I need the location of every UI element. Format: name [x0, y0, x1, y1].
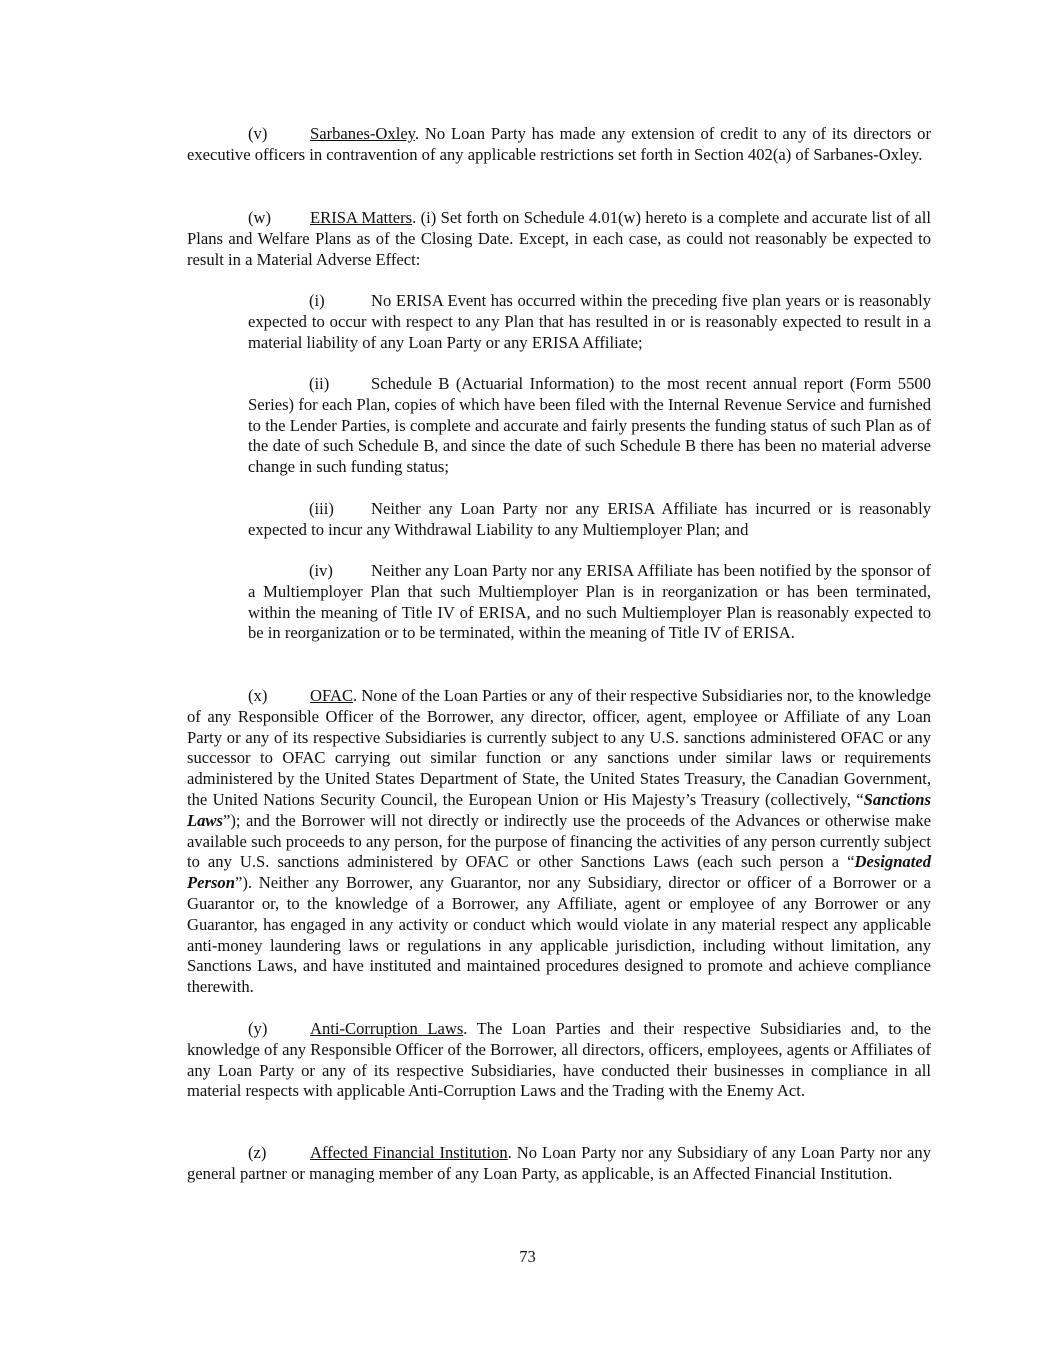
section-w-item-i-label: (i) [309, 291, 325, 310]
section-z-label: (z) [248, 1143, 267, 1162]
page-number: 73 [519, 1247, 536, 1266]
section-x-label: (x) [248, 686, 268, 705]
section-v-text: . No Loan Party has made any extension of credit to any of its directors or executive officers in contravention of any applicable restrictions set forth in Section 402(a) of Sarbanes-Oxley. [187, 124, 931, 164]
section-z-text: . No Loan Party nor any Subsidiary of any Loan Party nor any general partner or managing member of any Loan Party, as applicable, is an Affected Financial Institution. [187, 1143, 931, 1183]
section-w-item-ii-text: Schedule B (Actuarial Information) to the most recent annual report (Form 5500 Series) for each Plan, copies of which have been filed with the Internal Revenue Service and furnished to the Lender Parties, is complete and accurate and fairly presents the funding status of such Plan as of the date of such Schedule B, and since the date of such Schedule B there has been no material adverse change in such funding status; [248, 374, 931, 477]
section-y-label: (y) [248, 1019, 268, 1038]
section-y-heading: Anti-Corruption Laws [310, 1019, 464, 1038]
section-x-text-1: . None of the Loan Parties or any of their respective Subsidiaries nor, to the knowledge of any Responsible Officer of the Borrower, any director, officer, agent, employee or Affiliate of any Loan Party or any of its respective Subsidiaries is currently subject to any U.S. sanctions administered OFAC or any successor to OFAC carrying out similar function or any sanctions under similar laws or requirements administered by the United States Department of State, the United States Treasury, the Canadian Government, the United Nations Security Council, the European Union or His Majesty’s Treasury (collectively, “ [187, 686, 931, 809]
section-x-text-2: ”); and the Borrower will not directly or indirectly use the proceeds of the Advances or otherwise make available such proceeds to any person, for the purpose of financing the activities of any person currently subject to any U.S. sanctions administered by OFAC or other Sanctions Laws (each such person a “ [187, 810, 931, 872]
defined-term-sanctions-laws: Sanctions Laws [187, 789, 931, 830]
section-v-paragraph [187, 124, 931, 166]
section-v-heading: Sarbanes-Oxley [310, 124, 415, 143]
defined-term-designated-person: Designated Person [187, 852, 931, 893]
section-x-heading: OFAC [310, 686, 354, 705]
section-w-text: . (i) Set forth on Schedule 4.01(w) hereto is a complete and accurate list of all Plans and Welfare Plans as of the Closing Date. Except, in each case, as could not reasonably be expected to result in a Material Adverse Effect: [187, 208, 931, 269]
section-w-item-iii-label: (iii) [309, 499, 334, 518]
section-v-label: (v) [248, 124, 268, 143]
section-w-item-iii-text: Neither any Loan Party nor any ERISA Affiliate has incurred or is reasonably expected to incur any Withdrawal Liability to any Multiemployer Plan; and [248, 499, 931, 539]
section-w-item-ii-label: (ii) [309, 374, 330, 393]
section-w-label: (w) [248, 208, 272, 227]
section-x-paragraph [187, 686, 931, 998]
section-w-item-ii [248, 374, 931, 478]
section-w-item-i [248, 291, 931, 353]
section-w-item-iv [248, 561, 931, 644]
section-w-item-iv-label: (iv) [309, 561, 333, 580]
section-w-paragraph [187, 208, 931, 270]
section-w-item-iii [248, 499, 931, 541]
section-w-heading: ERISA Matters [310, 208, 413, 227]
section-y-paragraph [187, 1019, 931, 1102]
section-y-text: . The Loan Parties and their respective Subsidiaries and, to the knowledge of any Responsible Officer of the Borrower, all directors, officers, employees, agents or Affiliates of any Loan Party or any of its respective Subsidiaries, have conducted their businesses in compliance in all material respects with applicable Anti-Corruption Laws and the Trading with the Enemy Act. [187, 1019, 931, 1101]
section-w-item-iv-text: Neither any Loan Party nor any ERISA Affiliate has been notified by the sponsor of a Multiemployer Plan that such Multiemployer Plan is in reorganization or has been terminated, within the meaning of Title IV of ERISA, and no such Multiemployer Plan is reasonably expected to be in reorganization or to be terminated, within the meaning of Title IV of ERISA. [248, 561, 931, 643]
section-x-text-3: ”). Neither any Borrower, any Guarantor, nor any Subsidiary, director or officer of a Borrower or a Guarantor or, to the knowledge of a Borrower, any Affiliate, agent or employee of any Borrower or any Guarantor, has engaged in any activity or conduct which would violate in any material respect any applicable anti-money laundering laws or regulations in any applicable jurisdiction, including without limitation, any Sanctions Laws, and have instituted and maintained procedures designed to promote and achieve compliance therewith. [187, 873, 931, 997]
section-w-item-i-text: No ERISA Event has occurred within the preceding five plan years or is reasonably expected to occur with respect to any Plan that has resulted in or is reasonably expected to result in a material liability of any Loan Party or any ERISA Affiliate; [248, 291, 931, 352]
section-z-heading: Affected Financial Institution [310, 1143, 508, 1162]
section-z-paragraph [187, 1143, 931, 1185]
